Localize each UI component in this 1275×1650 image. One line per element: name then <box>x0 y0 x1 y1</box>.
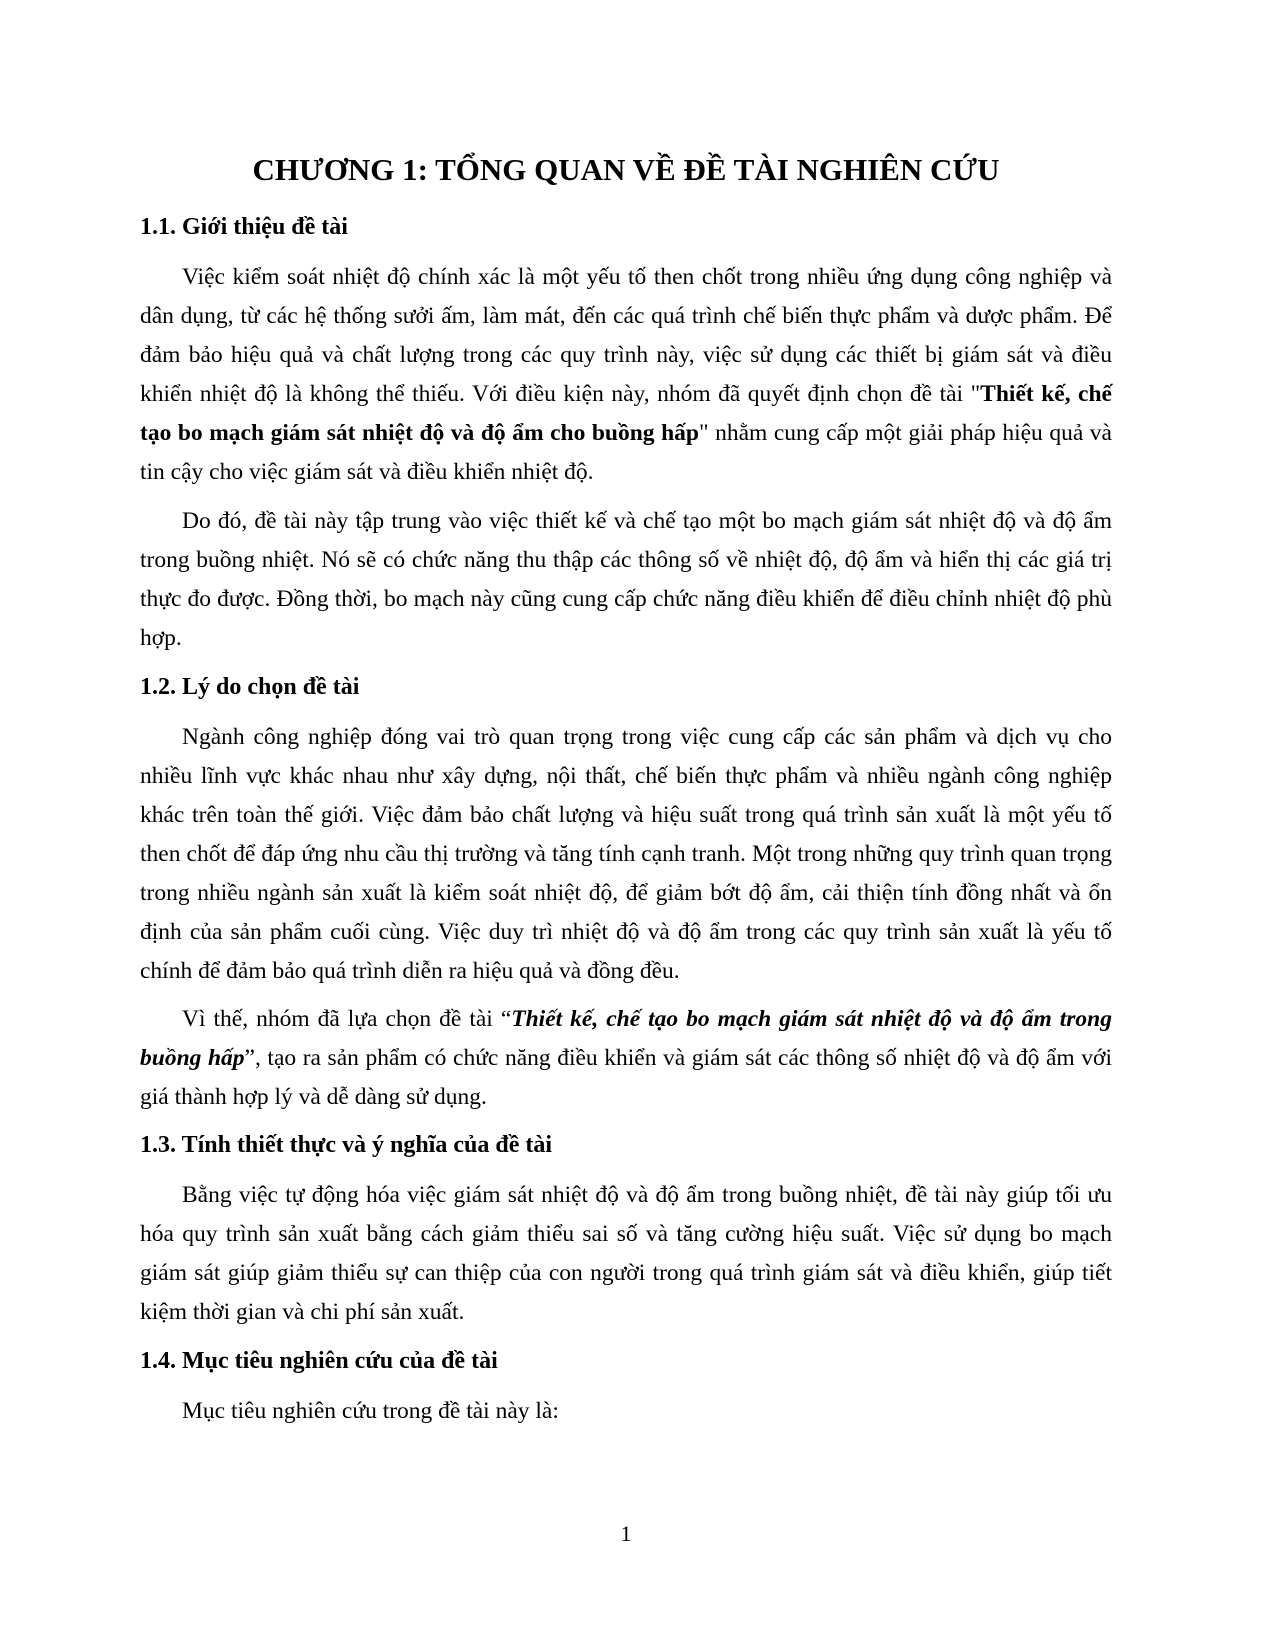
document-page <box>140 0 1112 1650</box>
paragraph <box>140 1000 1112 1117</box>
chapter-title: CHƯƠNG 1: TỔNG QUAN VỀ ĐỀ TÀI NGHIÊN CỨU <box>252 152 1000 187</box>
section-heading-1-1: 1.1. Giới thiệu đề tài <box>140 214 348 240</box>
section-1-1-body <box>140 258 1112 492</box>
project-title-bold-italic: Thiết kế, chế tạo bo mạch giám sát nhiệt độ và độ ẩm trong buồng hấp <box>140 1006 1112 1071</box>
text-run: ”, tạo ra sản phẩm có chức năng điều khiển và giám sát các thông số nhiệt độ và độ ẩm với giá thành hợp lý và dễ dàng sử dụng. <box>140 1045 1112 1110</box>
section-1-2 <box>140 672 1112 702</box>
section-1-2-body-2 <box>140 1000 1112 1117</box>
project-title-bold: Thiết kế, chế tạo bo mạch giám sát nhiệt độ và độ ẩm cho buồng hấp <box>140 381 1112 446</box>
paragraph <box>140 258 1112 492</box>
section-1-4-body <box>140 1392 1112 1431</box>
section-1-3 <box>140 1130 1112 1160</box>
section-1-1-body-2 <box>140 502 1112 658</box>
paragraph: Do đó, đề tài này tập trung vào việc thiết kế và chế tạo một bo mạch giám sát nhiệt độ và độ ẩm trong buồng nhiệt. Nó sẽ có chức năng thu thập các thông số về nhiệt độ, độ ẩm và hiển thị các giá trị thực đo được. Đồng thời, bo mạch này cũng cung cấp chức năng điều khiển để điều chỉnh nhiệt độ phù hợp. <box>140 508 1112 651</box>
section-heading-1-2: 1.2. Lý do chọn đề tài <box>140 674 360 700</box>
section-1-4 <box>140 1346 1112 1376</box>
text-run: Việc kiểm soát nhiệt độ chính xác là một yếu tố then chốt trong nhiều ứng dụng công nghiệp và dân dụng, từ các hệ thống sưởi ấm, làm mát, đến các quá trình chế biến thực phẩm và dược phẩm. Để đảm bảo hiệu quả và chất lượng trong các quy trình này, việc sử dụng các thiết bị giám sát và điều khiển nhiệt độ là không thể thiếu. Với điều kiện này, nhóm đã quyết định chọn đề tài " <box>140 264 1112 407</box>
section-1-3-body <box>140 1176 1112 1332</box>
paragraph: Bằng việc tự động hóa việc giám sát nhiệt độ và độ ẩm trong buồng nhiệt, đề tài này giúp tối ưu hóa quy trình sản xuất bằng cách giảm thiểu sai số và tăng cường hiệu suất. Việc sử dụng bo mạch giám sát giúp giảm thiểu sự can thiệp của con người trong quá trình giám sát và điều khiển, giúp tiết kiệm thời gian và chi phí sản xuất. <box>140 1182 1112 1325</box>
page-number: 1 <box>620 1521 632 1546</box>
section-heading-1-4: 1.4. Mục tiêu nghiên cứu của đề tài <box>140 1348 498 1374</box>
section-heading-1-3: 1.3. Tính thiết thực và ý nghĩa của đề tài <box>140 1132 553 1158</box>
paragraph: Ngành công nghiệp đóng vai trò quan trọng trong việc cung cấp các sản phẩm và dịch vụ cho nhiều lĩnh vực khác nhau như xây dựng, nội thất, chế biến thực phẩm và nhiều ngành công nghiệp khác trên toàn thế giới. Việc đảm bảo chất lượng và hiệu suất trong quá trình sản xuất là một yếu tố then chốt để đáp ứng nhu cầu thị trường và tăng tính cạnh tranh. Một trong những quy trình quan trọng trong nhiều ngành sản xuất là kiểm soát nhiệt độ, để giảm bớt độ ẩm, cải thiện tính đồng nhất và ổn định của sản phẩm cuối cùng. Việc duy trì nhiệt độ và độ ẩm trong các quy trình sản xuất là yếu tố chính để đảm bảo quá trình diễn ra hiệu quả và đồng đều. <box>140 724 1112 984</box>
text-run: Vì thế, nhóm đã lựa chọn đề tài “ <box>182 1006 512 1032</box>
section-1-1 <box>140 212 1112 242</box>
section-1-2-body <box>140 718 1112 991</box>
text-run: " nhằm cung cấp một giải pháp hiệu quả và tin cậy cho việc giám sát và điều khiển nhiệt độ. <box>140 420 1112 485</box>
paragraph: Mục tiêu nghiên cứu trong đề tài này là: <box>182 1398 559 1424</box>
